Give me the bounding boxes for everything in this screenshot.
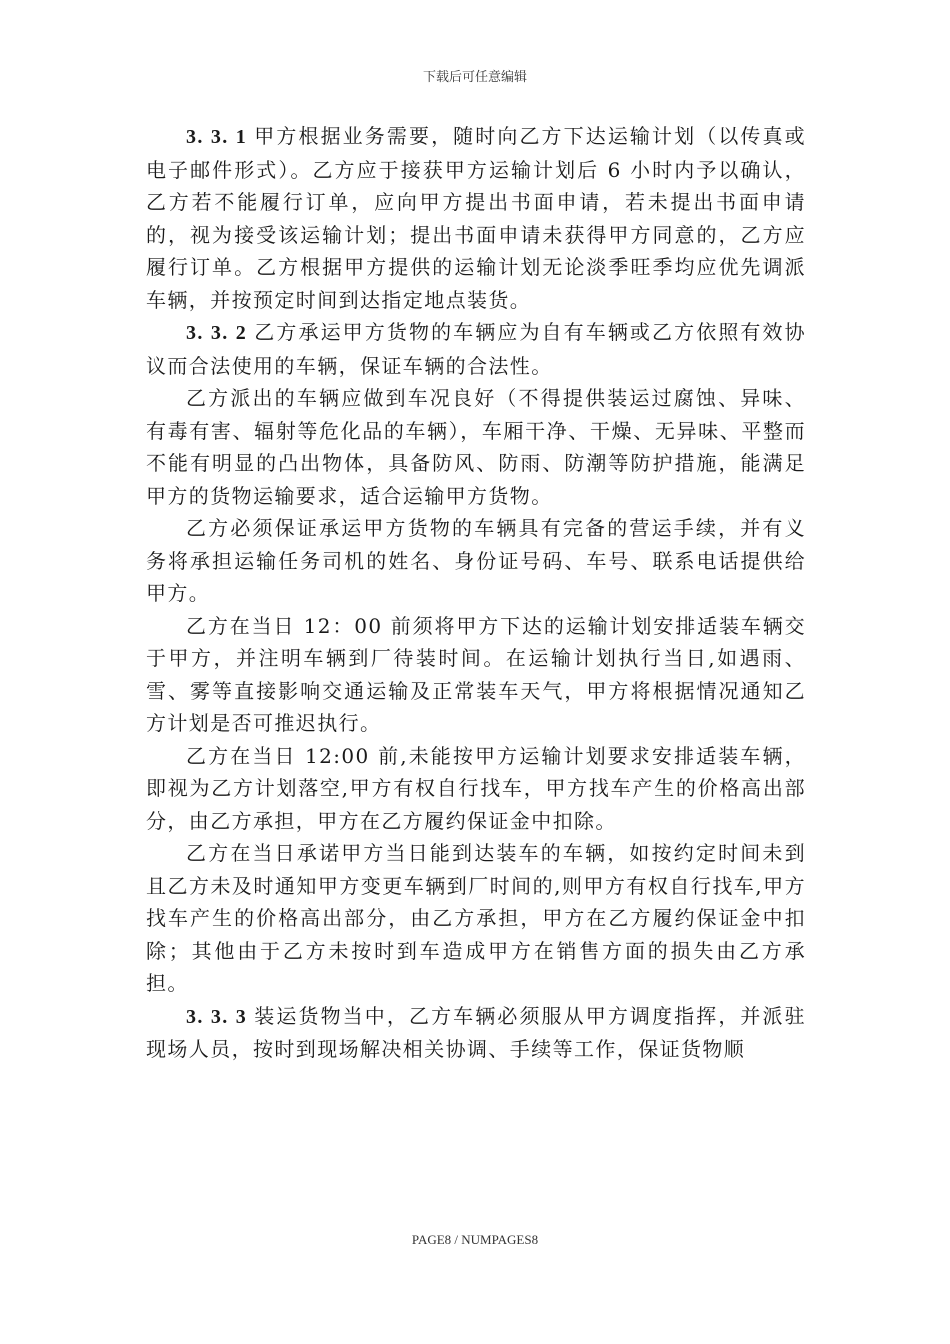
page-footer: PAGE8 / NUMPAGES8 bbox=[411, 1232, 539, 1247]
clause-number: 3. 3. 3 bbox=[186, 1005, 255, 1028]
page-header: 下载后可任意编辑 bbox=[422, 70, 527, 85]
paragraph-3-3-3 bbox=[146, 1000, 806, 1066]
paragraph-text: 乙方承运甲方货物的车辆应为自有车辆或乙方依照有效协议而合法使用的车辆，保证车辆的合法性。 bbox=[146, 320, 807, 378]
paragraph-vehicle-condition bbox=[146, 382, 806, 512]
paragraph-text: 甲方根据业务需要，随时向乙方下达运输计划（以传真或电子邮件形式）。乙方应于接获甲方运输计划后 6 小时内予以确认，乙方若不能履行订单，应向甲方提出书面申请，若未提出书面申请的，视为接受该运输计划；提出书面申请未获得甲方同意的，乙方应履行订单。乙方根据甲方提供的运输计划无论淡季旺季均应优先调派车辆，并按预定时间到达指定地点装货。 bbox=[146, 124, 807, 312]
paragraph-vehicle-documents bbox=[146, 512, 806, 610]
paragraph-text: 乙方在当日 12：00 前须将甲方下达的运输计划安排适装车辆交于甲方，并注明车辆到厂待装时间。在运输计划执行当日,如遇雨、雪、雾等直接影响交通运输及正常装车天气，甲方将根据情况通知乙方计划是否可推迟执行。 bbox=[146, 613, 806, 735]
paragraph-3-3-2 bbox=[146, 316, 806, 382]
paragraph-3-3-1 bbox=[146, 120, 806, 316]
paragraph-text: 乙方派出的车辆应做到车况良好（不得提供装运过腐蚀、异味、有毒有害、辐射等危化品的车辆），车厢干净、干燥、无异味、平整而不能有明显的凸出物体，具备防风、防雨、防潮等防护措施，能满足甲方的货物运输要求，适合运输甲方货物。 bbox=[146, 386, 806, 508]
paragraph-late-arrival bbox=[146, 837, 806, 1000]
paragraph-text: 乙方必须保证承运甲方货物的车辆具有完备的营运手续，并有义务将承担运输任务司机的姓名、身份证号码、车号、联系电话提供给甲方。 bbox=[146, 516, 806, 605]
paragraph-text: 乙方在当日 12:00 前,未能按甲方运输计划要求安排适装车辆，即视为乙方计划落空,甲方有权自行找车，甲方找车产生的价格高出部分，由乙方承担，甲方在乙方履约保证金中扣除。 bbox=[146, 743, 806, 833]
document-body bbox=[146, 120, 806, 1066]
paragraph-schedule-deadline bbox=[146, 610, 806, 740]
paragraph-plan-failure bbox=[146, 740, 806, 838]
paragraph-text: 装运货物当中，乙方车辆必须服从甲方调度指挥，并派驻现场人员，按时到现场解决相关协调、手续等工作，保证货物顺 bbox=[146, 1003, 807, 1061]
clause-number: 3. 3. 2 bbox=[186, 322, 255, 344]
clause-number: 3. 3. 1 bbox=[186, 126, 255, 148]
paragraph-text: 乙方在当日承诺甲方当日能到达装车的车辆，如按约定时间未到且乙方未及时通知甲方变更车辆到厂时间的,则甲方有权自行找车,甲方找车产生的价格高出部分，由乙方承担，甲方在乙方履约保证金中扣除；其他由于乙方未按时到车造成甲方在销售方面的损失由乙方承担。 bbox=[146, 841, 806, 995]
